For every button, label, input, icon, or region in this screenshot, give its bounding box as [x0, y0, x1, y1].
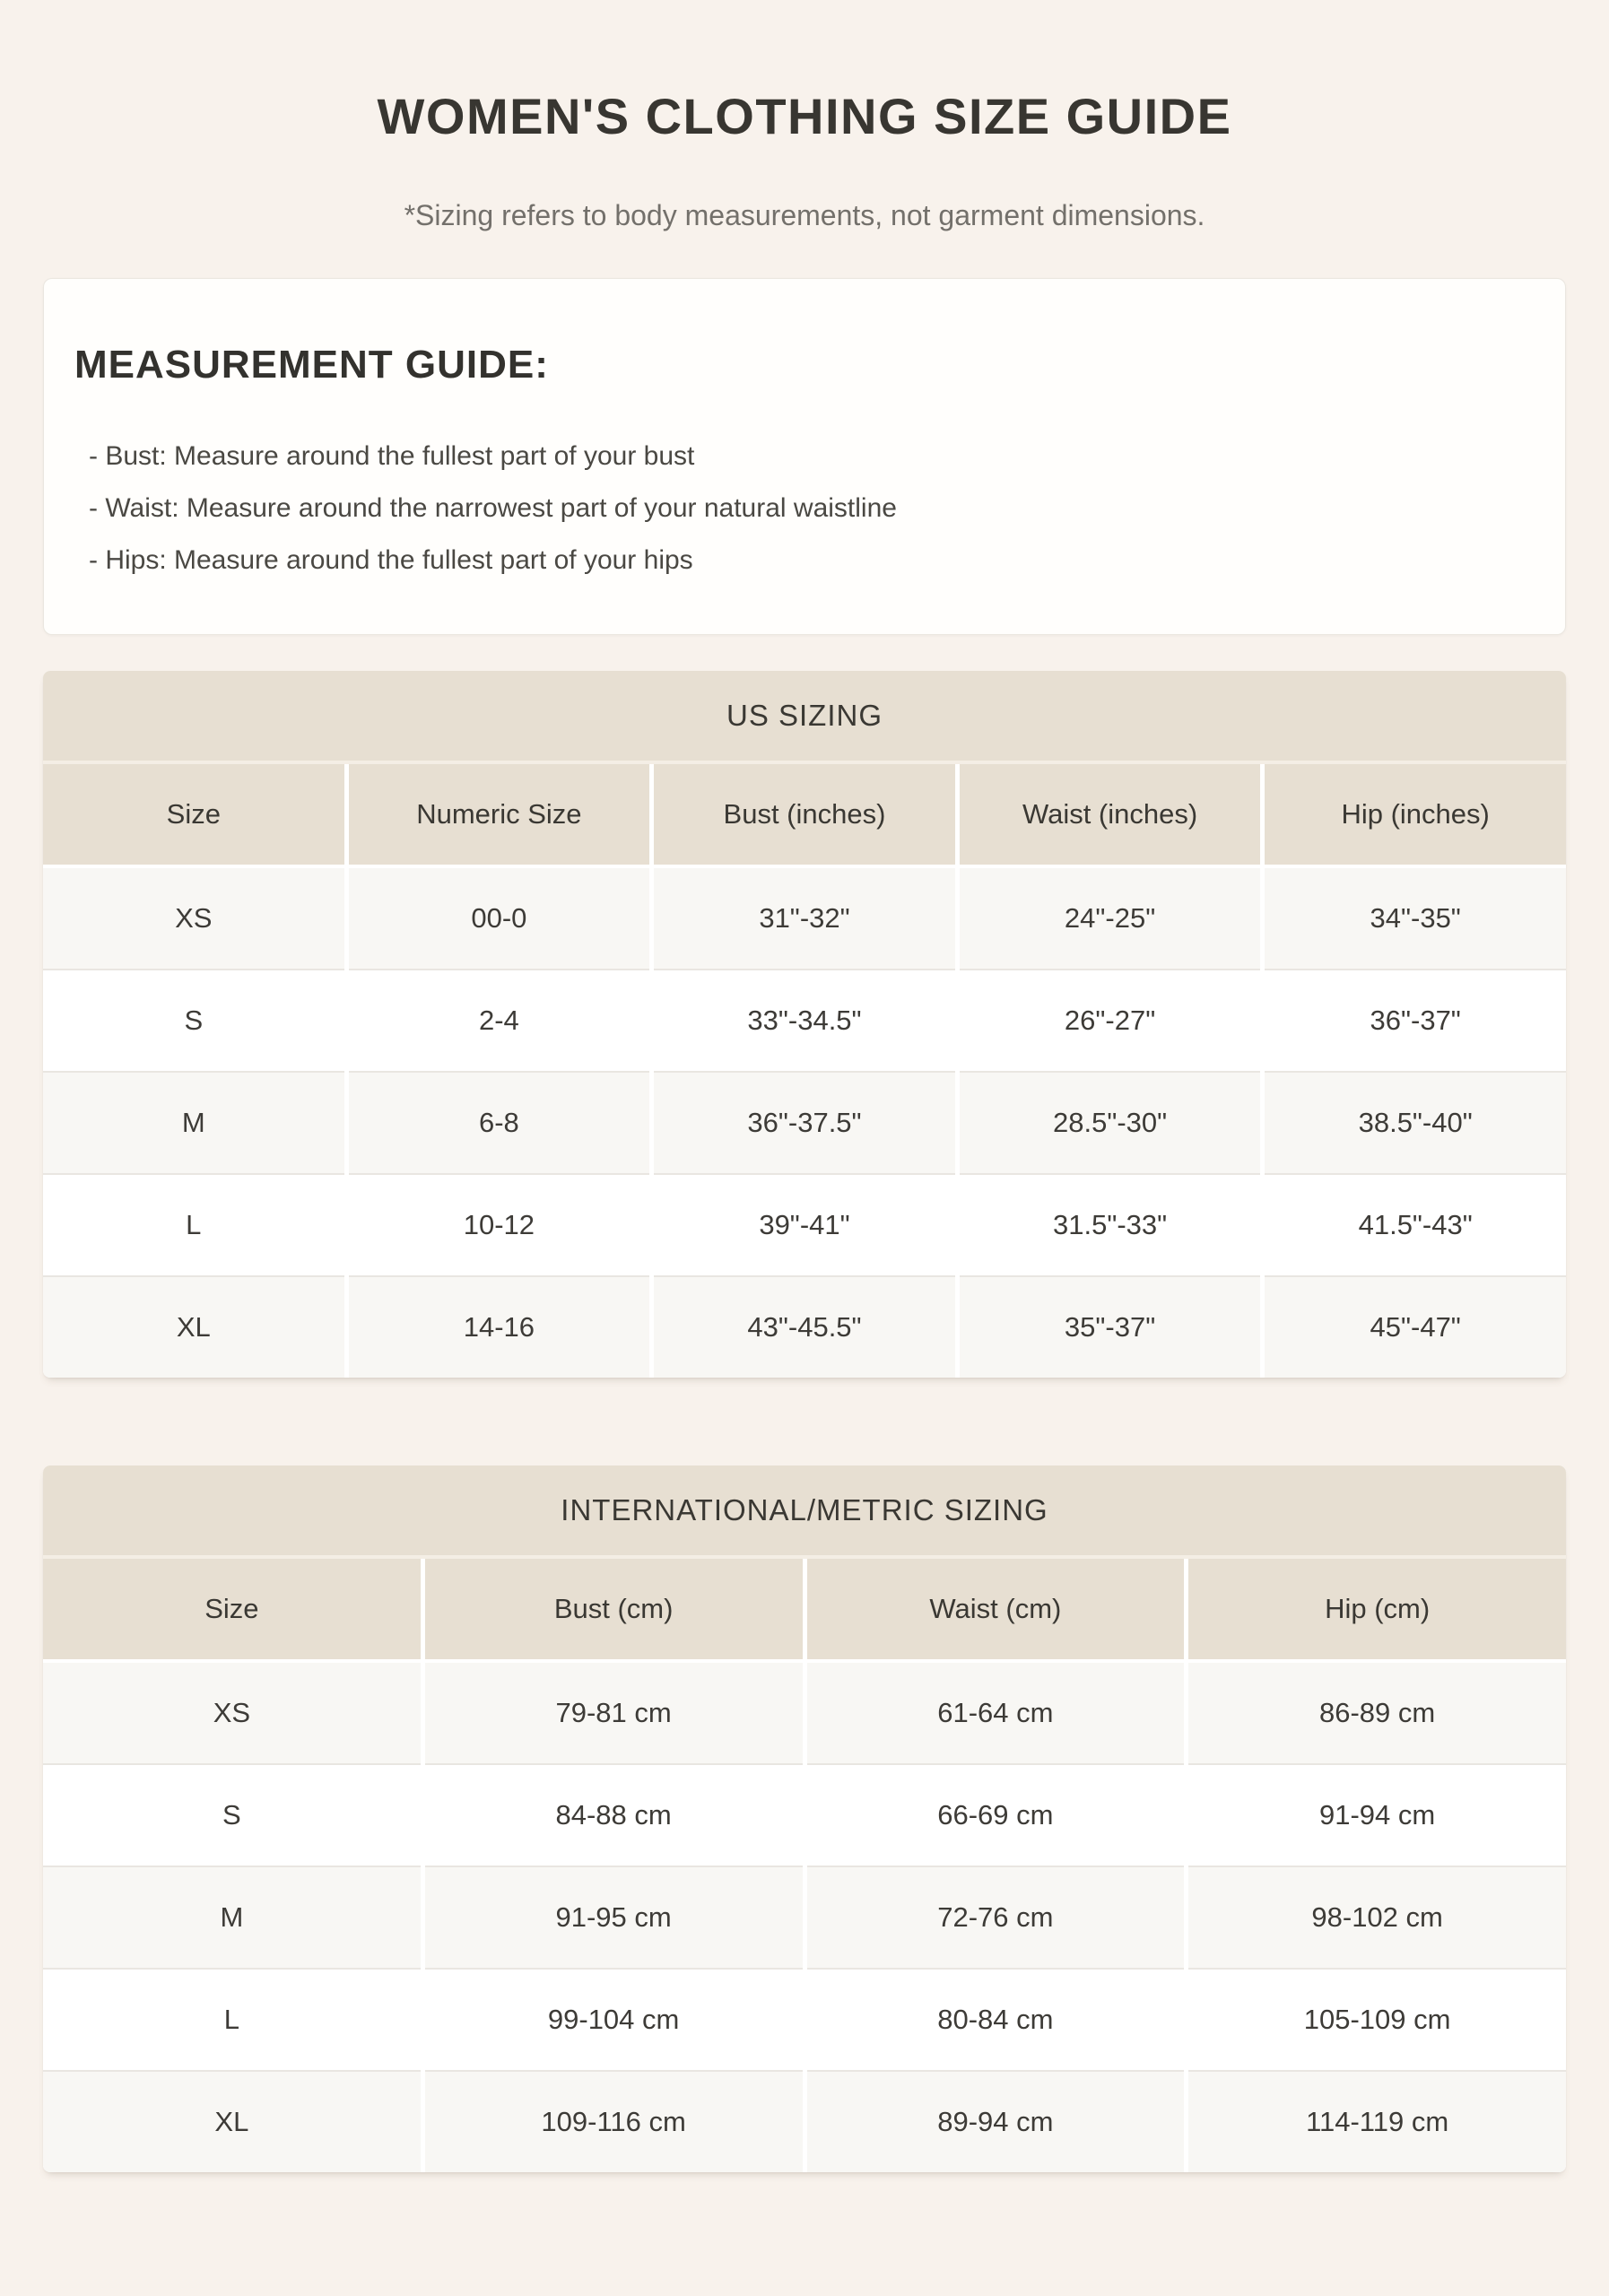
waist-value: 31.5"-33": [960, 1173, 1261, 1275]
guide-item-hips: - Hips: Measure around the fullest part of your hips: [89, 545, 693, 575]
bust-value: 91-95 cm: [425, 1866, 803, 1968]
metric-header-bust: Bust (cm): [425, 1559, 803, 1659]
table-row-m: [43, 1071, 1566, 1173]
measurement-guide-heading: MEASUREMENT GUIDE:: [74, 343, 549, 387]
size-label: L: [43, 1173, 344, 1275]
page-subtitle: *Sizing refers to body measurements, not garment dimensions.: [404, 199, 1205, 231]
us-header-size: Size: [43, 764, 344, 865]
waist-value: 28.5"-30": [960, 1071, 1261, 1173]
us-sizing-header-row: [43, 764, 1566, 865]
measurement-guide-card: [43, 278, 1566, 635]
numeric-size-value: 14-16: [349, 1275, 650, 1378]
bust-value: 33"-34.5": [654, 969, 955, 1071]
table-row-s: [43, 1763, 1566, 1866]
hip-value: 105-109 cm: [1188, 1968, 1566, 2070]
waist-value: 72-76 cm: [807, 1866, 1185, 1968]
waist-value: 26"-27": [960, 969, 1261, 1071]
guide-item-waist: - Waist: Measure around the narrowest part of your natural waistline: [89, 493, 897, 523]
us-header-bust: Bust (inches): [654, 764, 955, 865]
us-header-waist: Waist (inches): [960, 764, 1261, 865]
hip-value: 34"-35": [1265, 868, 1566, 969]
table-row-xl: [43, 1275, 1566, 1378]
numeric-size-value: 6-8: [349, 1071, 650, 1173]
table-row-l: [43, 1968, 1566, 2070]
waist-value: 66-69 cm: [807, 1763, 1185, 1866]
waist-value: 80-84 cm: [807, 1968, 1185, 2070]
bust-value: 36"-37.5": [654, 1071, 955, 1173]
us-sizing-table: [43, 671, 1566, 1378]
metric-header-waist: Waist (cm): [807, 1559, 1185, 1659]
metric-sizing-header-row: [43, 1559, 1566, 1659]
us-sizing-table-title: US SIZING: [43, 671, 1566, 764]
measurement-guide-list: [74, 440, 1535, 577]
size-label: XS: [43, 1663, 421, 1763]
size-label: S: [43, 1763, 421, 1866]
bust-value: 79-81 cm: [425, 1663, 803, 1763]
guide-item-bust: - Bust: Measure around the fullest part of your bust: [89, 441, 695, 471]
metric-sizing-table: [43, 1465, 1566, 2172]
numeric-size-value: 2-4: [349, 969, 650, 1071]
us-header-numeric-size: Numeric Size: [349, 764, 650, 865]
bust-value: 43"-45.5": [654, 1275, 955, 1378]
table-row-xs: [43, 1663, 1566, 1763]
metric-header-size: Size: [43, 1559, 421, 1659]
bust-value: 99-104 cm: [425, 1968, 803, 2070]
hip-value: 41.5"-43": [1265, 1173, 1566, 1275]
metric-sizing-table-title: INTERNATIONAL/METRIC SIZING: [43, 1465, 1566, 1559]
hip-value: 91-94 cm: [1188, 1763, 1566, 1866]
size-label: L: [43, 1968, 421, 2070]
hip-value: 98-102 cm: [1188, 1866, 1566, 1968]
table-row-s: [43, 969, 1566, 1071]
size-label: S: [43, 969, 344, 1071]
hip-value: 45"-47": [1265, 1275, 1566, 1378]
table-row-m: [43, 1866, 1566, 1968]
bust-value: 39"-41": [654, 1173, 955, 1275]
waist-value: 24"-25": [960, 868, 1261, 969]
size-label: XL: [43, 1275, 344, 1378]
numeric-size-value: 00-0: [349, 868, 650, 969]
size-label: XS: [43, 868, 344, 969]
hip-value: 86-89 cm: [1188, 1663, 1566, 1763]
bust-value: 84-88 cm: [425, 1763, 803, 1866]
waist-value: 89-94 cm: [807, 2070, 1185, 2172]
page-title: WOMEN'S CLOTHING SIZE GUIDE: [377, 88, 1232, 144]
table-row-xs: [43, 868, 1566, 969]
metric-header-hip: Hip (cm): [1188, 1559, 1566, 1659]
size-label: M: [43, 1071, 344, 1173]
us-header-hip: Hip (inches): [1265, 764, 1566, 865]
waist-value: 61-64 cm: [807, 1663, 1185, 1763]
hip-value: 38.5"-40": [1265, 1071, 1566, 1173]
hip-value: 36"-37": [1265, 969, 1566, 1071]
hip-value: 114-119 cm: [1188, 2070, 1566, 2172]
numeric-size-value: 10-12: [349, 1173, 650, 1275]
waist-value: 35"-37": [960, 1275, 1261, 1378]
size-label: M: [43, 1866, 421, 1968]
size-label: XL: [43, 2070, 421, 2172]
table-row-l: [43, 1173, 1566, 1275]
bust-value: 31"-32": [654, 868, 955, 969]
bust-value: 109-116 cm: [425, 2070, 803, 2172]
table-row-xl: [43, 2070, 1566, 2172]
